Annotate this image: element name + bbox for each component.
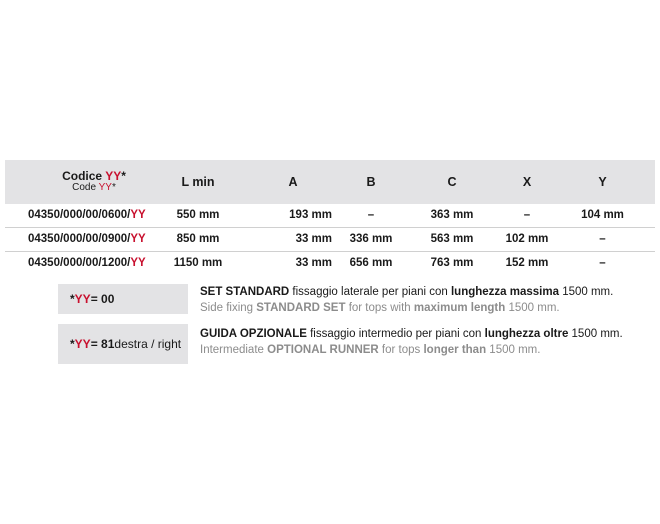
header-code: Codice YY* Code YY* xyxy=(62,169,126,193)
code-cell: 04350/000/00/0900/YY xyxy=(28,233,146,245)
lmin-cell: 850 mm xyxy=(176,233,220,245)
header-a: A xyxy=(288,175,298,189)
c-cell: 563 mm xyxy=(430,233,474,245)
code-cell: 04350/000/00/1200/YY xyxy=(28,257,146,269)
y-cell: – xyxy=(599,233,606,245)
yy-highlight: YY xyxy=(105,169,122,183)
y-cell: – xyxy=(599,257,606,269)
yy-highlight: YY xyxy=(98,182,112,193)
table-row xyxy=(5,204,655,228)
note-english: Side fixing STANDARD SET for tops with maximum length 1500 mm. xyxy=(200,302,560,314)
header-lmin: L min xyxy=(181,175,215,189)
header-y: Y xyxy=(598,175,607,189)
lmin-cell: 550 mm xyxy=(176,209,220,221)
x-cell: 102 mm xyxy=(505,233,549,245)
header-c: C xyxy=(447,175,457,189)
a-cell: 33 mm xyxy=(295,257,332,269)
dimensions-table xyxy=(5,160,655,275)
note-italian: SET STANDARD fissaggio laterale per piani con lunghezza massima 1500 mm. xyxy=(200,286,614,298)
b-cell: 656 mm xyxy=(349,257,393,269)
header-x: X xyxy=(522,175,532,189)
c-cell: 763 mm xyxy=(430,257,474,269)
note-italian: GUIDA OPZIONALE fissaggio intermedio per piani con lunghezza oltre 1500 mm. xyxy=(200,328,623,340)
lmin-cell: 1150 mm xyxy=(173,257,223,269)
option-note-optional xyxy=(200,326,623,358)
option-badge-optional: * YY = 81 destra / right xyxy=(58,324,188,364)
table-header xyxy=(5,160,655,204)
table-row xyxy=(5,228,655,252)
b-cell: – xyxy=(367,209,375,221)
y-cell: 104 mm xyxy=(581,209,624,221)
b-cell: 336 mm xyxy=(349,233,393,245)
option-note-standard xyxy=(200,284,613,316)
note-english: Intermediate OPTIONAL RUNNER for tops longer than 1500 mm. xyxy=(200,344,541,356)
a-cell: 193 mm xyxy=(289,209,332,221)
option-badge-standard: * YY = 00 xyxy=(58,284,188,314)
a-cell: 33 mm xyxy=(295,233,332,245)
c-cell: 363 mm xyxy=(430,209,474,221)
table-row xyxy=(5,252,655,275)
x-cell: 152 mm xyxy=(505,257,549,269)
header-b: B xyxy=(366,175,376,189)
code-cell: 04350/000/00/0600/YY xyxy=(28,209,146,221)
x-cell: – xyxy=(523,209,531,221)
